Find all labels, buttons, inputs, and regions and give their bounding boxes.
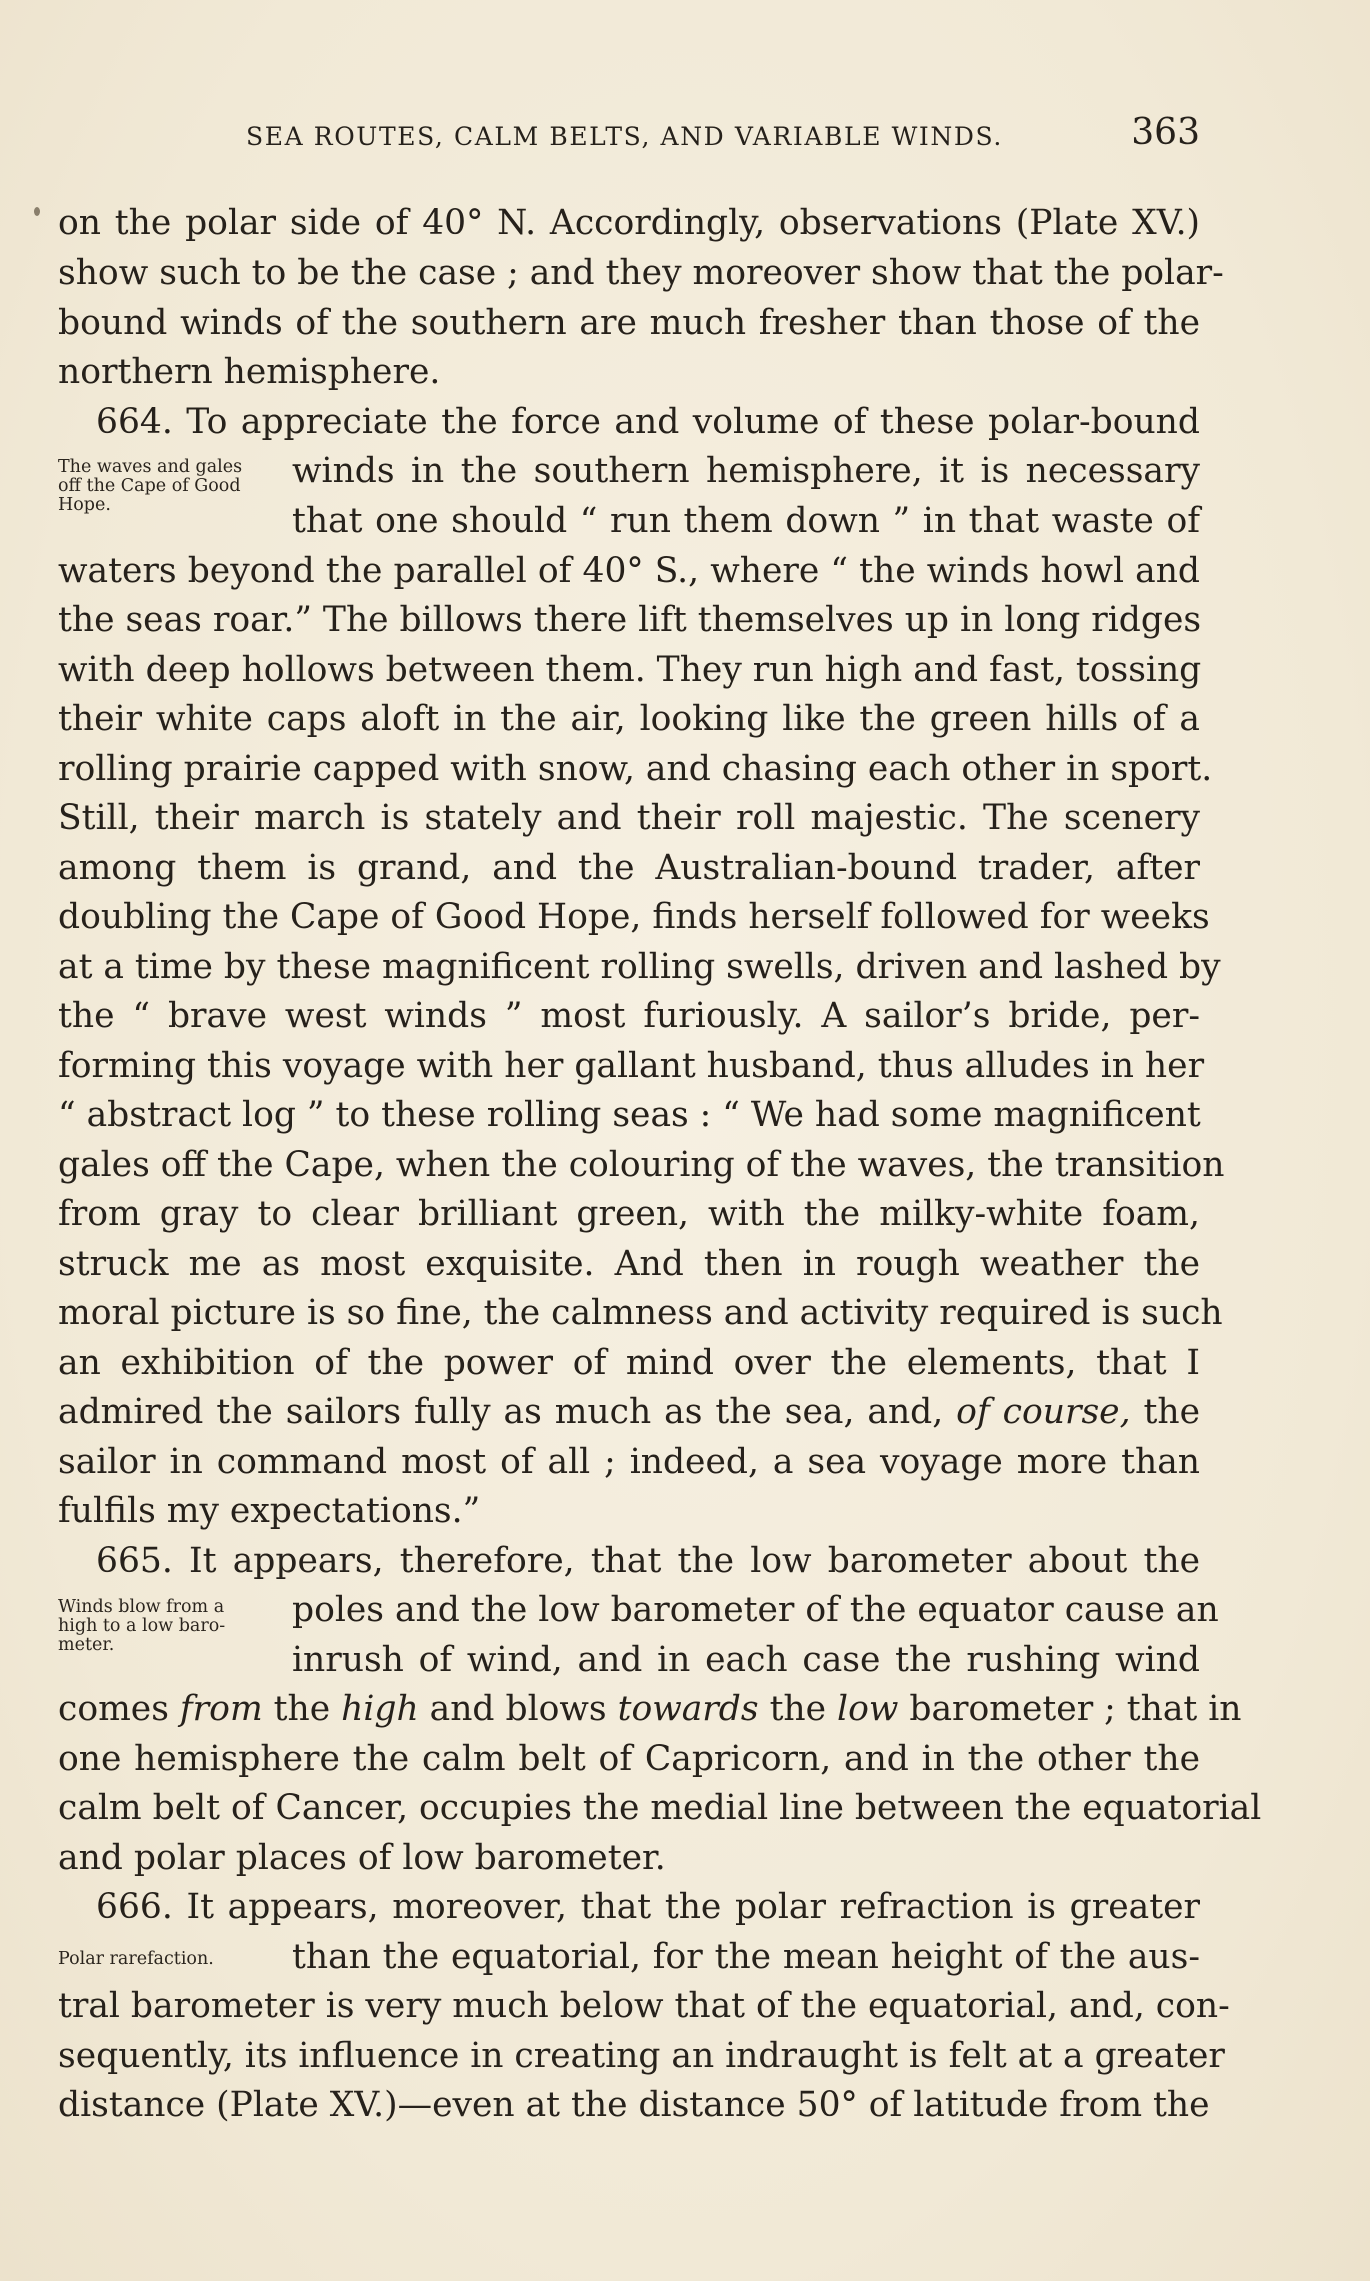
emphasis-towards: towards <box>617 1689 759 1729</box>
text-line: sailor in command most of all ; indeed, a sea voyage more than <box>58 1442 1200 1482</box>
text-line: from gray to clear brilliant green, with the milky-white foam, <box>58 1194 1200 1234</box>
running-title: SEA ROUTES, CALM BELTS, AND VARIABLE WINDS. <box>246 122 1003 151</box>
sidenote-line: off the Cape of Good <box>58 476 241 496</box>
sidenote-polar-rarefaction <box>58 1950 214 1969</box>
text-run: the <box>273 1689 331 1729</box>
text-line: distance (Plate XV.)—even at the distance 50° of latitude from the <box>58 2085 1210 2125</box>
paragraph-664-start: 664. To appreciate the force and volume of these polar-bound <box>96 402 1200 442</box>
text-line: an exhibition of the power of mind over the elements, that I <box>58 1343 1200 1383</box>
emphasis-of-course: of course, <box>956 1392 1131 1432</box>
text-line: winds in the southern hemisphere, it is necessary <box>292 451 1200 491</box>
text-line: tral barometer is very much below that of the equatorial, and, con- <box>58 1986 1230 2026</box>
text-line: the seas roar.” The billows there lift themselves up in long ridges <box>58 600 1202 640</box>
text-line: with deep hollows between them. They run high and fast, tossing <box>58 650 1202 690</box>
text-line: inrush of wind, and in each case the rushing wind <box>292 1640 1200 1680</box>
sidenote-waves-and-gales <box>58 458 242 515</box>
sidenote-winds-blow <box>58 1598 225 1655</box>
text-line: among them is grand, and the Australian-bound trader, after <box>58 848 1200 888</box>
text-run: the <box>1143 1392 1201 1432</box>
sidenote-line: Polar rarefaction. <box>58 1949 214 1969</box>
emphasis-high: high <box>341 1689 419 1729</box>
text-run: barometer ; that in <box>909 1689 1242 1729</box>
text-line: and polar places of low barometer. <box>58 1838 666 1878</box>
text-line-with-emphasis <box>58 1684 1242 1734</box>
text-line: poles and the low barometer of the equator cause an <box>292 1590 1219 1630</box>
paragraph-666-start: 666. It appears, moreover, that the polar refraction is greater <box>96 1887 1200 1927</box>
emphasis-from: from <box>179 1689 263 1729</box>
text-line: sequently, its influence in creating an indraught is felt at a greater <box>58 2036 1225 2076</box>
sidenote-line: Hope. <box>58 495 111 515</box>
text-line: northern hemisphere. <box>58 352 441 392</box>
text-line: one hemisphere the calm belt of Capricorn, and in the other the <box>58 1739 1200 1779</box>
page-number: 363 <box>1131 112 1200 153</box>
text-line: gales off the Cape, when the colouring of the waves, the transition <box>58 1145 1225 1185</box>
text-line: fulfils my expectations.” <box>58 1491 481 1531</box>
emphasis-low: low <box>837 1689 899 1729</box>
text-run: admired the sailors fully as much as the sea, and, <box>58 1392 944 1432</box>
ink-speck <box>34 207 40 216</box>
running-head <box>240 112 1200 162</box>
paragraph-665-start: 665. It appears, therefore, that the low barometer about the <box>96 1541 1200 1581</box>
text-line: moral picture is so fine, the calmness and activity required is such <box>58 1293 1223 1333</box>
text-line: doubling the Cape of Good Hope, finds herself followed for weeks <box>58 897 1210 937</box>
text-run: and blows <box>429 1689 607 1729</box>
text-run: comes <box>58 1689 169 1729</box>
sidenote-line: meter. <box>58 1635 115 1655</box>
text-line: forming this voyage with her gallant husband, thus alludes in her <box>58 1046 1205 1086</box>
text-line: than the equatorial, for the mean height of the aus- <box>292 1937 1200 1977</box>
text-run: the <box>769 1689 827 1729</box>
sidenote-line: The waves and gales <box>58 457 243 477</box>
sidenote-line: Winds blow from a <box>58 1597 225 1617</box>
text-line: bound winds of the southern are much fresher than those of the <box>58 303 1200 343</box>
text-line: calm belt of Cancer, occupies the medial line between the equatorial <box>58 1788 1262 1828</box>
text-line: struck me as most exquisite. And then in rough weather the <box>58 1244 1200 1284</box>
text-line: show such to be the case ; and they moreover show that the polar- <box>58 253 1224 293</box>
text-line: “ abstract log ” to these rolling seas : “ We had some magnificent <box>58 1095 1201 1135</box>
sidenote-line: high to a low baro- <box>58 1616 226 1636</box>
text-line: their white caps aloft in the air, looking like the green hills of a <box>58 699 1200 739</box>
text-line: the “ brave west winds ” most furiously. A sailor’s bride, per- <box>58 996 1200 1036</box>
text-line-with-emphasis <box>58 1387 1200 1437</box>
text-line: Still, their march is stately and their roll majestic. The scenery <box>58 798 1200 838</box>
text-line: that one should “ run them down ” in that waste of <box>292 501 1200 541</box>
text-line: on the polar side of 40° N. Accordingly, observations (Plate XV.) <box>58 203 1200 243</box>
text-line: at a time by these magnificent rolling swells, driven and lashed by <box>58 947 1221 987</box>
text-line: waters beyond the parallel of 40° S., where “ the winds howl and <box>58 551 1200 591</box>
text-line: rolling prairie capped with snow, and chasing each other in sport. <box>58 749 1213 789</box>
